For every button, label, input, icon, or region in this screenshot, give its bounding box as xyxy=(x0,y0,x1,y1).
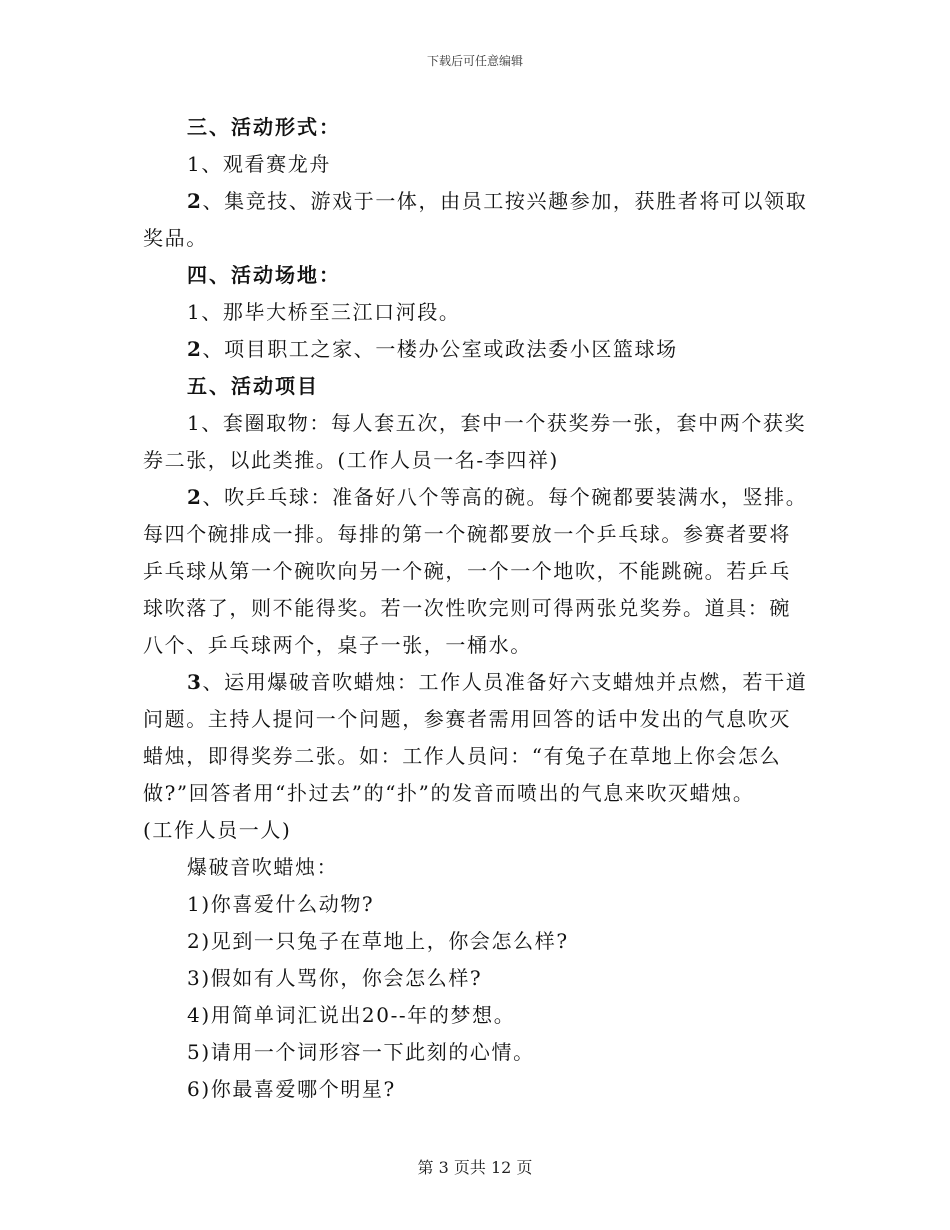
paragraph-continuation: 做?”回答者用“扑过去”的“扑”的发音而喷出的气息来吹灭蜡烛。 xyxy=(143,781,755,805)
paragraph-continuation: 每四个碗排成一排。每排的第一个碗都要放一个乒乓球。参赛者要将 xyxy=(143,522,791,546)
question-item: 5)请用一个词形容一下此刻的心情。 xyxy=(187,1040,535,1064)
item-number: 3 xyxy=(187,670,203,694)
paragraph-continuation: 蜡烛，即得奖券二张。如：工作人员问：“有兔子在草地上你会怎么 xyxy=(143,744,782,768)
paragraph-ring-toss: 1、套圈取物：每人套五次，套中一个获奖券一张，套中两个获奖 xyxy=(187,411,807,435)
paragraph-continuation: 乒乓球从第一个碗吹向另一个碗，一个一个地吹，不能跳碗。若乒乓 xyxy=(143,559,791,583)
paragraph-continuation: 奖品。 xyxy=(143,226,208,250)
question-item: 4)用简单词汇说出20--年的梦想。 xyxy=(187,1003,516,1027)
paragraph-continuation: 券二张，以此类推。(工作人员一名-李四祥) xyxy=(143,448,559,472)
page-header-watermark: 下载后可任意编辑 xyxy=(426,54,523,68)
document-body xyxy=(143,109,807,1108)
paragraph-continuation: (工作人员一人) xyxy=(143,818,292,842)
item-number: 2 xyxy=(187,337,203,361)
paragraph-text: 、吹乒乓球：准备好八个等高的碗。每个碗都要装满水，竖排。 xyxy=(202,485,808,509)
page-number-footer: 第 3 页共 12 页 xyxy=(417,1158,533,1177)
paragraph-blow-candles xyxy=(143,664,807,701)
paragraph-venue-item-2 xyxy=(143,331,807,368)
question-item: 6)你最喜爱哪个明星? xyxy=(187,1077,396,1101)
paragraph-continuation: 球吹落了，则不能得奖。若一次性吹完则可得两张兑奖券。道具：碗 xyxy=(143,596,791,620)
paragraph-format-item-1: 1、观看赛龙舟 xyxy=(187,152,331,176)
question-item: 3)假如有人骂你，你会怎么样? xyxy=(187,966,483,990)
question-item: 2)见到一只兔子在草地上，你会怎么样? xyxy=(187,929,569,953)
paragraph-text: 、集竞技、游戏于一体，由员工按兴趣参加，获胜者将可以领取 xyxy=(202,189,808,213)
paragraph-venue-item-1: 1、那毕大桥至三江口河段。 xyxy=(187,300,461,324)
paragraph-continuation: 问题。主持人提问一个问题，参赛者需用回答的话中发出的气息吹灭 xyxy=(143,707,791,731)
paragraph-format-item-2 xyxy=(143,183,807,220)
paragraph-ping-pong xyxy=(143,479,807,516)
section-heading-activities: 五、活动项目 xyxy=(187,374,319,398)
item-number: 2 xyxy=(187,189,203,213)
questions-title: 爆破音吹蜡烛： xyxy=(187,855,339,879)
question-item: 1)你喜爱什么动物? xyxy=(187,892,375,916)
paragraph-continuation: 八个、乒乓球两个，桌子一张，一桶水。 xyxy=(143,633,532,657)
paragraph-text: 、运用爆破音吹蜡烛：工作人员准备好六支蜡烛并点燃，若干道 xyxy=(202,670,808,694)
section-heading-venue: 四、活动场地： xyxy=(187,263,341,287)
paragraph-text: 、项目职工之家、一楼办公室或政法委小区篮球场 xyxy=(202,337,678,361)
section-heading-activity-format: 三、活动形式： xyxy=(187,115,341,139)
item-number: 2 xyxy=(187,485,203,509)
